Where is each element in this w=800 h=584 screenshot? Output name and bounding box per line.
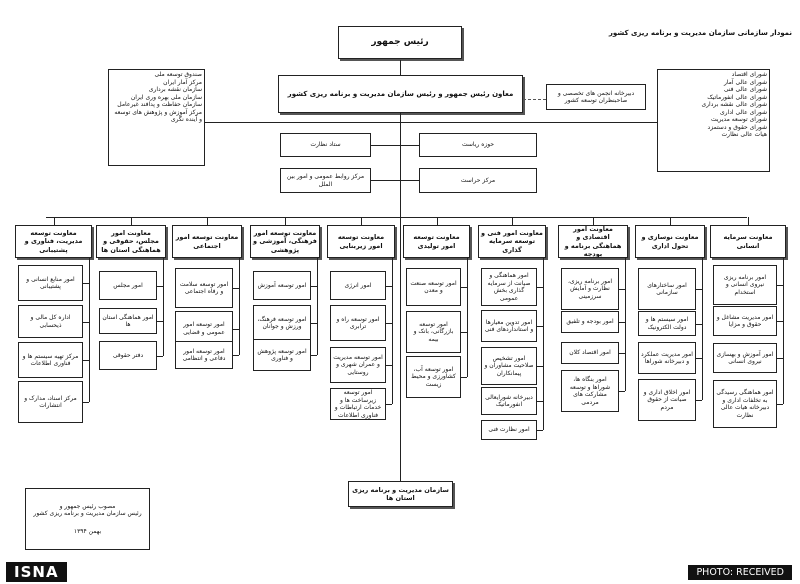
connector [392, 258, 393, 404]
affiliated-organizations-box [108, 69, 205, 166]
dashed-connector [523, 99, 546, 100]
connector [386, 404, 392, 405]
connector [537, 287, 543, 288]
deputy-header: معاونت توسعه امور تولیدی [403, 225, 470, 258]
connector [239, 258, 240, 355]
connector [537, 326, 543, 327]
unit-box: امور انرژی [330, 271, 386, 300]
deputy-header: معاونت امور مجلس، حقوقی و هماهنگی استان ها [96, 225, 166, 258]
connector [83, 360, 89, 361]
unit-box: دفتر حقوقی [99, 341, 157, 370]
connector [163, 258, 164, 356]
connector [285, 217, 286, 225]
deputy-header: معاونت توسعه امور فرهنگی، آموزشی و پژوهشی [250, 225, 320, 258]
connector [670, 217, 671, 225]
unit-box: امور توسعه آب، کشاورزی و محیط زیست [406, 356, 461, 398]
council-item: شورای توسعه مدیریت [710, 116, 767, 123]
main-spine [400, 113, 401, 481]
connector [371, 145, 419, 146]
connector [777, 358, 783, 359]
unit-box: امور آموزش و بهسازی نیروی انسانی [713, 343, 777, 373]
unit-box: امور توسعه سلامت و رفاه اجتماعی [175, 268, 233, 308]
chart-title: نمودار سازمانی سازمان مدیریت و برنامه ریزی کشور [608, 29, 792, 37]
approval-line: مصوب رئیس جمهور و [59, 502, 116, 510]
connector [696, 358, 702, 359]
footer-bar [0, 560, 800, 584]
staff-relations-box: مرکز روابط عمومی و امور بین الملل [280, 168, 371, 193]
connector [400, 60, 401, 75]
council-item: هیات عالی نظارت [721, 131, 767, 138]
deputy-header: معاونت امور اقتصادی و هماهنگی برنامه و بودجه [558, 225, 628, 258]
connector [131, 217, 132, 225]
connector [696, 324, 702, 325]
unit-box: امور تشخیص صلاحیت مشاوران و پیمانکاران [481, 347, 537, 385]
isna-logo: ISNA [6, 562, 67, 582]
unit-box: امور توسعه صنعت و معدن [406, 268, 461, 306]
connector [371, 180, 419, 181]
deputy-header: معاونت توسعه امور اجتماعی [172, 225, 242, 258]
deputies-bus [46, 217, 747, 218]
council-item: شورای اقتصاد [731, 71, 767, 78]
connector [233, 288, 239, 289]
connector [461, 287, 467, 288]
connector [157, 286, 163, 287]
president-box: رئیس جمهور [338, 26, 462, 59]
unit-box: اداره کل مالی و ذیحسابی [18, 305, 83, 338]
unit-box: امور توسعه زیرساخت ها و خدمات ارتباطات و فناوری اطلاعات [330, 388, 386, 420]
unit-box: امور نظارت فنی [481, 420, 537, 440]
council-item: شورای عالی آمار [723, 78, 767, 86]
secretariat-box: دبیرخانه انجمن های تخصصی و صاحبنظران توسعه کشور [546, 84, 646, 110]
connector [619, 391, 625, 392]
unit-box: امور اقتصاد کلان [561, 342, 619, 364]
connector [619, 353, 625, 354]
connector [205, 122, 657, 123]
unit-box: امور توسعه آموزش [253, 271, 311, 300]
unit-box: امور برنامه ریزی، نظارت و آمایش سرزمینی [561, 268, 619, 310]
deputy-header: معاونت توسعه امور زیربنایی [327, 225, 395, 258]
unit-box: امور توسعه امور عمومی و قضایی [175, 311, 233, 346]
connector [157, 321, 163, 322]
connector [386, 286, 392, 287]
affiliated-org: سازمان حفاظت و پدافند غیرعامل [117, 101, 202, 108]
affiliated-org: سازمان ملی بهره وری ایران [130, 93, 202, 101]
unit-box: امور توسعه پژوهش و فناوری [253, 339, 311, 371]
staff-setad-box: ستاد نظارت [280, 133, 371, 157]
affiliated-org: مرکز آمار ایران [163, 78, 202, 86]
connector [83, 402, 89, 403]
connector [83, 322, 89, 323]
connector [777, 404, 783, 405]
connector [619, 289, 625, 290]
unit-box: امور مدیریت مشاغل و حقوق و مزایا [713, 306, 777, 336]
connector [317, 258, 318, 355]
connector [543, 258, 544, 430]
connector [437, 217, 438, 225]
unit-box: امور هماهنگی استان ها [99, 308, 157, 334]
unit-box: مرکز تهیه سیستم ها و فناوری اطلاعات [18, 342, 83, 378]
unit-box: امور هماهنگی و صیانت از سرمایه گذاری بخش عمومی [481, 268, 537, 306]
unit-box: امور توسعه امور دفاعی و انتظامی [175, 341, 233, 369]
approval-date: بهمن ۱۳۹۴ [73, 527, 102, 535]
connector [619, 322, 625, 323]
unit-box: امور برنامه ریزی نیروی انسانی و استخدام [713, 265, 777, 305]
connector [783, 258, 784, 404]
unit-box: امور توسعه مدیریت و عمران شهری و روستایی [330, 347, 386, 383]
connector [702, 258, 703, 400]
connector [777, 321, 783, 322]
unit-box: امور توسعه بازرگانی، بانک و بیمه [406, 311, 461, 353]
council-item: شورای عالی انفورماتیک [707, 93, 767, 101]
provinces-box: سازمان مدیریت و برنامه ریزی استان ها [348, 481, 453, 507]
approval-box [25, 488, 150, 550]
connector [233, 355, 239, 356]
connector [157, 356, 163, 357]
vice-president-box: معاون رئیس جمهور و رئیس سازمان مدیریت و برنامه ریزی کشور [278, 75, 523, 113]
unit-box: دبیرخانه شورایعالی انفورماتیک [481, 387, 537, 415]
connector [512, 217, 513, 225]
connector [537, 366, 543, 367]
unit-box: امور توسعه راه و ترابری [330, 305, 386, 341]
connector [311, 323, 317, 324]
unit-box: امور تدوین معیارها و استانداردهای فنی [481, 310, 537, 342]
connector [748, 217, 749, 225]
connector [537, 401, 543, 402]
council-item: شورای عالی فنی [723, 86, 767, 93]
connector [467, 258, 468, 377]
connector [386, 365, 392, 366]
deputy-header: معاونت امور فنی و توسعه سرمایه گذاری [478, 225, 546, 258]
councils-box [657, 69, 770, 172]
connector [83, 283, 89, 284]
connector [311, 286, 317, 287]
connector [311, 355, 317, 356]
unit-box: امور بودجه و تلفیق [561, 311, 619, 333]
connector [233, 329, 239, 330]
unit-box: امور ساختارهای سازمانی [638, 268, 696, 310]
connector [54, 217, 55, 225]
connector [537, 430, 543, 431]
unit-box: امور مجلس [99, 271, 157, 300]
connector [207, 217, 208, 225]
connector [461, 332, 467, 333]
unit-box: امور مدیریت عملکرد و دبیرخانه شوراها [638, 342, 696, 374]
unit-box: امور سیستم ها و دولت الکترونیک [638, 311, 696, 336]
council-item: شورای حقوق و دستمزد [707, 123, 767, 131]
unit-box: امور بنگاه ها، شوراها و توسعه مشارکت های مردمی [561, 370, 619, 412]
staff-hoze-box: حوزه ریاست [419, 133, 537, 157]
connector [461, 377, 467, 378]
deputy-header: معاونت توسعه مدیریت، فناوری و پشتیبانی [15, 225, 92, 258]
council-item: شورای عالی اداری [719, 108, 767, 116]
unit-box: امور اخلاق اداری و صیانت از حقوق مردم [638, 379, 696, 421]
deputy-header: معاونت سرمایه انسانی [710, 225, 786, 258]
deputy-header: معاونت نوسازی و تحول اداری [635, 225, 705, 258]
affiliated-org: مرکز آموزش و پژوهش های توسعه و آینده نگری [114, 108, 202, 123]
connector [361, 217, 362, 225]
council-item: شورای عالی نقشه برداری [701, 101, 767, 108]
connector [593, 217, 594, 225]
connector [89, 258, 90, 402]
unit-box: امور هماهنگی رسیدگی به تخلفات اداری و دبیرخانه هیات عالی نظارت [713, 380, 777, 428]
connector [696, 289, 702, 290]
approval-line: رئیس سازمان مدیریت و برنامه ریزی کشور [33, 510, 142, 518]
connector [777, 285, 783, 286]
unit-box: مرکز اسناد، مدارک و انتشارات [18, 381, 83, 423]
connector [386, 323, 392, 324]
connector [625, 258, 626, 391]
connector [696, 400, 702, 401]
unit-box: امور منابع انسانی و پشتیبانی [18, 265, 83, 301]
affiliated-org: صندوق توسعه ملی [154, 71, 202, 78]
photo-credit: PHOTO: RECEIVED [688, 565, 792, 580]
affiliated-org: سازمان نقشه برداری [148, 86, 202, 93]
unit-box: امور توسعه فرهنگ، ورزش و جوانان [253, 305, 311, 341]
staff-herasat-box: مرکز حراست [419, 168, 537, 193]
